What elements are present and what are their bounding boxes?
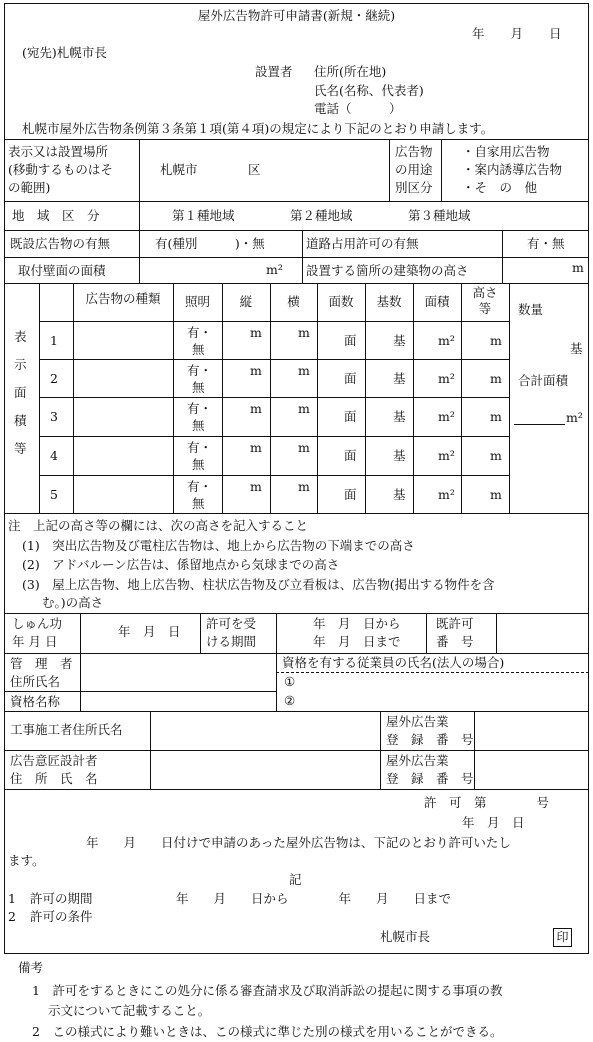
row-cell-light-bottom: 無 <box>192 418 205 433</box>
row-cell-light-top: 有・ <box>187 363 213 378</box>
manager-label: 管 理 者 住所氏名 <box>10 656 73 689</box>
remark-1-cont: 示文について記載すること。 <box>48 1003 211 1018</box>
row-cell-light-top: 有・ <box>187 401 213 416</box>
designer-reg-label: 屋外広告業 登 録 番 号 <box>386 753 474 786</box>
qualified-mark-1: ① <box>284 674 296 689</box>
row-cell-area: m² <box>438 333 455 348</box>
row-cell-count: 基 <box>393 333 406 348</box>
row-cell-light-bottom: 無 <box>192 380 205 395</box>
building-height-unit: m <box>572 260 584 275</box>
header-faces: 面数 <box>328 294 354 309</box>
permit-text-2: ます。 <box>8 853 45 868</box>
existing-value: 有(種別 )・無 <box>155 236 265 251</box>
row-cell-faces: 面 <box>344 333 357 348</box>
note-3: (3) 屋上広告物、地上広告物、柱状広告物及び立看板は、広告物(掲出する物件を含 <box>22 577 495 592</box>
remark-1: 1 許可をするときにこの処分に係る審査請求及び取消訴訟の提起に関する事項の教 <box>32 983 503 998</box>
permit-cond-no: 2 <box>8 909 16 924</box>
address-label: 住所(所在地) <box>314 64 387 79</box>
row-cell-h: m <box>298 401 310 416</box>
road-permit-value: 有・無 <box>527 236 565 251</box>
row-cell-light-top: 有・ <box>187 479 213 494</box>
permit-no-label: 既許可 番 号 <box>436 616 474 649</box>
period-label: 許可を受 ける期間 <box>206 616 257 649</box>
row-cell-faces: 面 <box>344 409 357 424</box>
completion-date: 年 月 日 <box>118 624 181 639</box>
permit-ki: 記 <box>289 872 302 887</box>
row-cell-h: m <box>298 479 310 494</box>
permit-period-value: 年 月 日から 年 月 日まで <box>176 891 452 906</box>
row-cell-count: 基 <box>393 371 406 386</box>
permit-period-label: 許可の期間 <box>30 891 93 906</box>
row-cell-light-top: 有・ <box>187 440 213 455</box>
location-ward: 区 <box>248 162 261 177</box>
application-statement: 札幌市屋外広告物条例第３条第１項(第４項)の規定により下記のとおり申請します。 <box>22 121 494 136</box>
row-cell-no: 1 <box>50 333 58 348</box>
row-cell-area: m² <box>438 371 455 386</box>
row-cell-area: m² <box>438 448 455 463</box>
applicant-label: 設置者 <box>255 64 293 79</box>
total-area-label: 合計面積 <box>518 373 569 388</box>
header-count: 基数 <box>376 294 402 309</box>
row-cell-no: 5 <box>50 487 58 502</box>
form-title: 屋外広告物許可申請書(新規・継続) <box>197 8 396 23</box>
road-permit-label: 道路占用許可の有無 <box>306 236 419 251</box>
remarks-title: 備考 <box>18 960 44 975</box>
row-cell-count: 基 <box>393 409 406 424</box>
permit-text-1: 年 月 日付けで申請のあった屋外広告物は、下記のとおり許可いたし <box>86 835 511 850</box>
purpose-options: ・自家用広告物 ・案内誘導広告物 ・そ の 他 <box>462 144 563 195</box>
display-side-label: 表 示 面 積 等 <box>14 329 27 456</box>
location-label: 表示又は設置場所 (移動するものはそ の範囲) <box>8 144 113 195</box>
header-quantity: 数量 <box>518 302 544 317</box>
header-light: 照明 <box>184 294 210 309</box>
remark-2: 2 この様式により難いときは、この様式に準じた別の様式を用いることができる。 <box>32 1024 503 1039</box>
row-cell-faces: 面 <box>344 487 357 502</box>
quantity-unit: 基 <box>570 341 583 356</box>
row-cell-faces: 面 <box>344 371 357 386</box>
row-cell-height: m <box>490 487 502 502</box>
area-option-3: 第３種地域 <box>408 208 471 223</box>
location-city: 札幌市 <box>160 162 198 177</box>
row-cell-light-bottom: 無 <box>192 496 205 511</box>
permit-period-no: 1 <box>8 891 16 906</box>
header-horizontal: 横 <box>287 294 300 309</box>
row-cell-no: 2 <box>50 371 58 386</box>
name-label: 氏名(名称、代表者) <box>314 83 424 98</box>
area-option-2: 第２種地域 <box>290 208 353 223</box>
area-label: 地 域 区 分 <box>12 208 100 223</box>
wall-area-label: 取付壁面の面積 <box>18 263 106 278</box>
existing-label: 既設広告物の有無 <box>10 236 111 251</box>
seal-stamp: 印 <box>553 928 572 947</box>
row-cell-light-top: 有・ <box>187 325 213 340</box>
designer-label: 広告意匠設計者 住 所 氏 名 <box>10 753 98 786</box>
row-cell-v: m <box>250 325 262 340</box>
permit-date: 年 月 日 <box>462 815 525 830</box>
area-option-1: 第１種地域 <box>172 208 235 223</box>
row-cell-h: m <box>298 325 310 340</box>
building-height-label: 設置する箇所の建築物の高さ <box>306 263 469 278</box>
addressee: (宛先)札幌市長 <box>22 45 107 60</box>
row-cell-faces: 面 <box>344 448 357 463</box>
row-cell-no: 3 <box>50 409 58 424</box>
row-cell-area: m² <box>438 487 455 502</box>
header-height: 高さ 等 <box>472 285 498 316</box>
wall-area-unit: m² <box>266 262 283 277</box>
header-area: 面積 <box>424 294 450 309</box>
permit-number: 許 可 第 号 <box>424 795 550 810</box>
note-3-cont: む。)の高さ <box>42 595 104 610</box>
period-values: 年 月 日から 年 月 日まで <box>313 616 401 649</box>
row-cell-area: m² <box>438 409 455 424</box>
row-cell-light-bottom: 無 <box>192 457 205 472</box>
application-date: 年 月 日 <box>472 26 562 41</box>
permit-mayor: 札幌市長 <box>380 929 431 944</box>
qualified-employee-label: 資格を有する従業員の氏名(法人の場合) <box>282 655 505 670</box>
contractor-label: 工事施工者住所氏名 <box>10 722 123 737</box>
phone-label: 電話（ ） <box>314 101 402 116</box>
contractor-reg-label: 屋外広告業 登 録 番 号 <box>386 714 474 747</box>
row-cell-no: 4 <box>50 448 58 463</box>
total-area-unit: m² <box>566 410 583 425</box>
header-vertical: 縦 <box>239 294 253 309</box>
row-cell-v: m <box>250 401 262 416</box>
note-2: (2) アドバルーン広告は、係留地点から気球までの高さ <box>22 557 340 572</box>
row-cell-count: 基 <box>393 448 406 463</box>
notes-head: 注 上記の高さ等の欄には、次の高さを記入すること <box>8 518 309 533</box>
row-cell-height: m <box>490 409 502 424</box>
row-cell-height: m <box>490 448 502 463</box>
row-cell-h: m <box>298 440 310 455</box>
row-cell-count: 基 <box>393 487 406 502</box>
row-cell-height: m <box>490 371 502 386</box>
row-cell-v: m <box>250 440 262 455</box>
purpose-label: 広告物 の用途 別区分 <box>395 144 433 195</box>
qualification-name-label: 資格名称 <box>10 694 61 709</box>
row-cell-h: m <box>298 363 310 378</box>
note-1: (1) 突出広告物及び電柱広告物は、地上から広告物の下端までの高さ <box>22 538 415 553</box>
row-cell-v: m <box>250 363 262 378</box>
row-cell-v: m <box>250 479 262 494</box>
row-cell-light-bottom: 無 <box>192 342 205 357</box>
completion-label: しゅん功 年 月 日 <box>12 616 63 649</box>
qualified-mark-2: ② <box>284 693 296 708</box>
row-cell-height: m <box>490 333 502 348</box>
header-type: 広告物の種類 <box>85 291 161 306</box>
permit-cond-label: 許可の条件 <box>30 909 93 924</box>
